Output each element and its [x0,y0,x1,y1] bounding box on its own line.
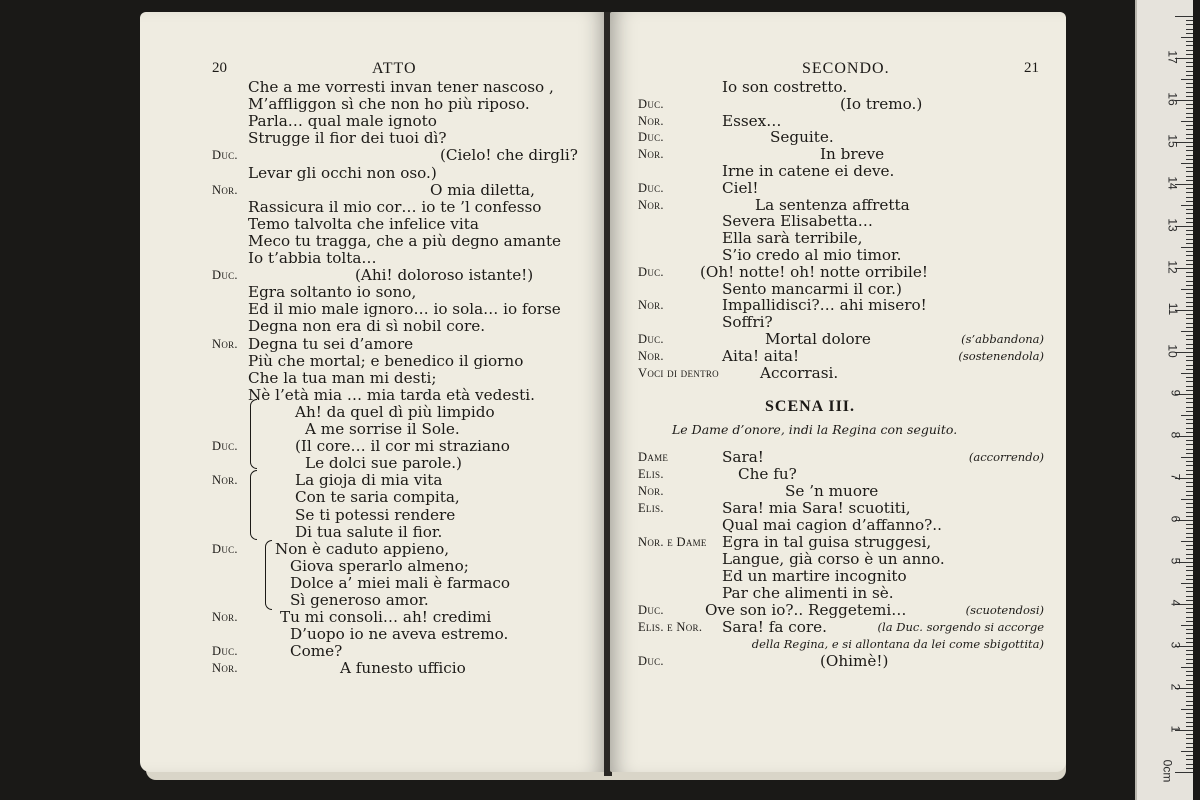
ruler-tick [1186,222,1193,223]
verse-line: O mia diletta, [430,180,535,199]
verse-line: Strugge il fior dei tuoi dì? [248,129,447,148]
ruler-number: 5 [1168,557,1183,565]
ruler-tick [1181,499,1193,500]
ruler-tick [1186,738,1193,739]
ruler-tick [1186,650,1193,651]
ruler-tick [1186,743,1193,744]
speaker-label: Duc. [638,96,664,111]
ruler-tick [1186,768,1193,769]
verse-line: Levar gli occhi non oso.) [248,163,437,182]
ruler-tick [1186,701,1193,702]
ruler-tick [1186,579,1193,580]
verse-line: Sara! [722,448,764,466]
ruler-tick [1186,71,1193,72]
speaker-label: Duc. [212,644,238,659]
ruler-tick [1186,150,1193,151]
ruler-tick [1186,360,1193,361]
ruler-tick [1186,180,1193,181]
ruler-tick [1186,192,1193,193]
ruler-number: 17 [1165,50,1180,64]
ruler-tick [1186,554,1193,555]
ruler-tick [1186,117,1193,118]
ruler-tick [1175,16,1193,17]
ruler-tick [1186,671,1193,672]
ruler-tick [1186,339,1193,340]
ruler-tick [1186,369,1193,370]
speaker-label: Nor. [638,147,664,162]
ruler-tick [1181,667,1193,668]
verse-line: Sara! mia Sara! scuotiti, [722,499,911,517]
verse-line: Come? [290,642,343,661]
ruler-tick [1186,234,1193,235]
ruler-tick [1186,365,1193,366]
verse-line: Severa Elisabetta… [722,212,873,231]
ruler-tick [1181,121,1193,122]
ruler-tick [1186,134,1193,135]
left-page [140,12,606,772]
ruler-tick [1186,29,1193,30]
ruler-tick [1186,356,1193,357]
ruler-tick [1186,600,1193,601]
ruler-tick [1186,642,1193,643]
speaker-label: Voci di dentro [638,365,719,380]
ruler-tick [1186,755,1193,756]
stage-direction: (la Duc. sorgendo si accorge [877,620,1044,634]
ruler-tick [1186,45,1193,46]
verse-line: Ella sarà terribile, [722,229,863,248]
ruler-tick [1186,486,1193,487]
verse-line: Sì generoso amor. [290,591,429,609]
verse-line: Ove son io?.. Reggetemi… [705,601,907,619]
ruler-tick [1186,402,1193,403]
verse-line: Che la tua man mi desti; [248,368,437,387]
ruler-tick [1181,331,1193,332]
verse-line: Giova sperarlo almeno; [290,556,469,575]
ruler-tick [1186,398,1193,399]
verse-line: Egra in tal guisa struggesi, [722,533,932,551]
ruler-tick [1186,608,1193,609]
ruler-tick [1186,54,1193,55]
ruler-tick [1175,772,1193,773]
ruler-tick [1186,503,1193,504]
ruler-tick [1186,423,1193,424]
verse-line: Nè l’età mia … mia tarda età vedesti. [248,385,535,404]
ruler-number: 2 [1168,683,1183,691]
speaker-label: Duc. [638,603,664,617]
speaker-label: Nor. [638,484,664,498]
ruler-number: 7 [1168,473,1183,481]
verse-line: Io son costretto. [722,78,848,96]
ruler-tick [1186,146,1193,147]
verse-line: Mortal dolore [765,330,871,348]
ruler-number: 16 [1165,92,1180,106]
verse-line: Che a me vorresti invan tener nascoso , [248,78,554,96]
speaker-label: Duc. [638,332,664,346]
ruler-tick [1181,289,1193,290]
ruler-tick [1186,188,1193,189]
verse-line: Temo talvolta che infelice vita [248,214,479,233]
ruler-tick [1186,125,1193,126]
ruler-tick [1186,129,1193,130]
ruler-tick [1186,113,1193,114]
ruler-tick [1186,659,1193,660]
ruler-tick [1186,537,1193,538]
verse-line: Par che alimenti in sè. [722,584,894,602]
measuring-ruler [1135,0,1193,800]
ruler-tick [1186,386,1193,387]
brace-left-2 [250,470,257,540]
verse-line: Degna tu sei d’amore [248,334,414,353]
ruler-tick [1186,654,1193,655]
right-page [610,12,1066,772]
ruler-tick [1186,92,1193,93]
ruler-tick [1186,638,1193,639]
ruler-number: 8 [1168,431,1183,439]
ruler-tick [1186,297,1193,298]
ruler-tick [1186,213,1193,214]
ruler-number: 1 [1168,725,1183,733]
ruler-tick [1186,512,1193,513]
ruler-tick [1186,764,1193,765]
speaker-label: Nor. e Dame [638,535,707,549]
verse-line: (Cielo! che dirgli? [440,146,578,165]
ruler-tick [1186,675,1193,676]
verse-line: Rassicura il mio cor… io te ’l confesso [248,197,542,216]
speaker-label: Duc. [638,130,664,145]
ruler-tick [1181,205,1193,206]
speaker-label: Nor. [212,661,238,676]
ruler-tick [1186,444,1193,445]
ruler-tick [1186,327,1193,328]
page-number-left: 20 [212,60,227,76]
ruler-tick [1186,516,1193,517]
ruler-tick [1186,96,1193,97]
speaker-label: Nor. [212,610,238,625]
ruler-tick [1186,155,1193,156]
ruler-tick [1186,108,1193,109]
ruler-tick [1186,348,1193,349]
verse-line: D’uopo io ne aveva estremo. [290,625,509,644]
verse-line: Con te saria compita, [295,488,460,507]
verse-line: Ed un martire incognito [722,567,907,585]
ruler-tick [1186,24,1193,25]
ruler-tick [1186,684,1193,685]
ruler-tick [1186,680,1193,681]
ruler-number: 14 [1165,176,1180,190]
ruler-tick [1186,87,1193,88]
ruler-tick [1186,41,1193,42]
scene-description: Le Dame d’onore, indi la Regina con seguito. [672,422,958,437]
ruler-tick [1186,138,1193,139]
verse-line: Soffri? [722,313,773,332]
ruler-tick [1186,167,1193,168]
ruler-tick [1186,545,1193,546]
verse-line: Parla… qual male ignoto [248,112,437,131]
ruler-tick [1186,705,1193,706]
ruler-tick [1186,465,1193,466]
ruler-tick [1186,596,1193,597]
ruler-tick [1186,428,1193,429]
ruler-number: 4 [1168,599,1183,607]
ruler-number: 0cm [1160,759,1175,783]
speaker-label: Duc. [212,541,238,556]
verse-line: (Oh! notte! oh! notte orribile! [700,262,928,281]
verse-line: A me sorrise il Sole. [305,420,460,438]
scene-title: SCENA III. [765,398,856,415]
verse-line: Io t’abbia tolta… [248,249,377,267]
speaker-label: Nor. [212,473,238,488]
ruler-tick [1186,323,1193,324]
ruler-tick [1186,453,1193,454]
ruler-tick [1186,176,1193,177]
speaker-label: Duc. [638,264,664,279]
speaker-label: Duc. [212,439,238,454]
ruler-number: 15 [1165,134,1180,148]
verse-line: In breve [820,145,885,164]
stage-direction: (sostenendola) [958,348,1044,363]
ruler-tick [1181,79,1193,80]
ruler-number: 9 [1168,389,1183,397]
ruler-tick [1181,751,1193,752]
ruler-tick [1186,528,1193,529]
ruler-tick [1186,629,1193,630]
ruler-tick [1186,533,1193,534]
ruler-tick [1186,692,1193,693]
ruler-tick [1186,617,1193,618]
ruler-tick [1181,415,1193,416]
ruler-tick [1186,264,1193,265]
verse-line: Sento mancarmi il cor.) [722,279,902,298]
ruler-number: 12 [1165,260,1180,274]
verse-line: Langue, già corso è un anno. [722,550,945,568]
ruler-tick [1186,461,1193,462]
speaker-label: Nor. [212,336,238,351]
verse-line: Se ’n muore [785,482,879,500]
ruler-tick [1186,285,1193,286]
ruler-tick [1186,524,1193,525]
ruler-tick [1186,482,1193,483]
page-number-right: 21 [1024,60,1039,76]
ruler-tick [1181,541,1193,542]
ruler-tick [1186,50,1193,51]
ruler-tick [1186,335,1193,336]
ruler-tick [1186,75,1193,76]
verse-line: Non è caduto appieno, [275,539,450,558]
speaker-label: Duc. [638,180,664,195]
verse-line: Degna non era di sì nobil core. [248,317,486,336]
verse-line: A funesto ufficio [340,659,466,678]
ruler-tick [1181,37,1193,38]
ruler-tick [1186,306,1193,307]
ruler-tick [1186,722,1193,723]
verse-line: Seguite. [770,128,834,147]
ruler-tick [1186,381,1193,382]
ruler-tick [1186,411,1193,412]
ruler-tick [1181,625,1193,626]
verse-line: Le dolci sue parole.) [305,454,462,473]
ruler-tick [1186,591,1193,592]
ruler-tick [1186,302,1193,303]
verse-line: M’affliggon sì che non ho più riposo. [248,95,530,114]
ruler-tick [1186,419,1193,420]
ruler-number: 10 [1165,344,1180,358]
ruler-tick [1186,197,1193,198]
verse-line: Ah! da quel dì più limpido [295,402,495,421]
speaker-label: Nor. [638,197,664,212]
running-head-right: SECONDO. [802,60,890,77]
ruler-tick [1181,583,1193,584]
ruler-tick [1186,717,1193,718]
running-head-left: ATTO [372,60,417,77]
ruler-tick [1186,276,1193,277]
ruler-tick [1186,759,1193,760]
verse-line: S’io credo al mio timor. [722,246,902,264]
ruler-tick [1181,457,1193,458]
ruler-tick [1186,218,1193,219]
ruler-tick [1186,696,1193,697]
ruler-tick [1186,260,1193,261]
ruler-tick [1186,747,1193,748]
ruler-tick [1186,239,1193,240]
speaker-label: Elis. e Nor. [638,620,703,634]
verse-line: Dolce a’ miei mali è farmaco [290,573,510,592]
ruler-tick [1186,549,1193,550]
ruler-tick [1186,621,1193,622]
ruler-tick [1186,104,1193,105]
ruler-tick [1186,83,1193,84]
verse-line: (Io tremo.) [840,94,923,113]
ruler-number: 13 [1165,218,1180,232]
ruler-tick [1186,318,1193,319]
verse-line: Ed il mio male ignoro… io sola… io forse [248,300,561,319]
ruler-tick [1186,33,1193,34]
ruler-tick [1186,566,1193,567]
ruler-number: 3 [1168,641,1183,649]
ruler-tick [1186,251,1193,252]
ruler-tick [1186,440,1193,441]
ruler-tick [1186,495,1193,496]
stage-direction: (s’abbandona) [961,332,1044,346]
speaker-label: Nor. [212,182,238,197]
ruler-tick [1181,163,1193,164]
verse-line: Essex… [722,111,782,130]
ruler-tick [1186,314,1193,315]
verse-line: Meco tu tragga, che a più degno amante [248,231,562,250]
ruler-tick [1181,709,1193,710]
verse-line: La sentenza affretta [755,195,910,214]
ruler-tick [1186,272,1193,273]
ruler-tick [1186,20,1193,21]
ruler-tick [1186,570,1193,571]
ruler-tick [1186,230,1193,231]
ruler-tick [1186,474,1193,475]
verse-line: Accorrasi. [760,363,839,382]
ruler-tick [1186,587,1193,588]
ruler-tick [1186,507,1193,508]
ruler-tick [1186,734,1193,735]
verse-line: Egra soltanto io sono, [248,283,417,302]
ruler-tick [1186,491,1193,492]
speaker-label: Dame [638,450,669,464]
ruler-tick [1186,62,1193,63]
verse-line: (Ahi! doloroso istante!) [355,266,534,285]
speaker-label: Elis. [638,467,664,481]
verse-line: Di tua salute il fior. [295,522,443,541]
ruler-tick [1186,558,1193,559]
stage-direction: della Regina, e si allontana da lei come sbigottita) [751,637,1044,651]
ruler-tick [1186,255,1193,256]
ruler-tick [1186,209,1193,210]
ruler-tick [1186,575,1193,576]
speaker-label: Duc. [638,654,664,668]
verse-line: Più che mortal; e benedico il giorno [248,351,524,370]
ruler-tick [1186,377,1193,378]
verse-line: (Il core… il cor mi straziano [295,437,510,456]
verse-line: Ciel! [722,178,759,197]
brace-left-1 [250,399,257,469]
speaker-label: Nor. [638,113,664,128]
ruler-tick [1186,726,1193,727]
ruler-tick [1186,470,1193,471]
ruler-tick [1186,344,1193,345]
verse-line: La gioja di mia vita [295,471,443,490]
open-book [138,12,1078,780]
ruler-tick [1186,449,1193,450]
verse-line: Sara! fa core. [722,618,827,636]
ruler-number: 11 [1165,302,1180,316]
verse-line: Se ti potessi rendere [295,505,456,524]
ruler-tick [1186,66,1193,67]
ruler-tick [1186,243,1193,244]
speaker-label: Elis. [638,501,664,515]
ruler-number: 6 [1168,515,1183,523]
speaker-label: Nor. [638,348,664,363]
ruler-tick [1186,633,1193,634]
verse-line: Irne in catene ei deve. [722,162,895,180]
ruler-tick [1186,293,1193,294]
ruler-tick [1186,713,1193,714]
ruler-tick [1186,663,1193,664]
ruler-tick [1181,373,1193,374]
verse-line: Aita! aita! [722,346,800,365]
verse-line: Tu mi consoli… ah! credimi [280,608,492,627]
speaker-label: Duc. [212,268,238,283]
speaker-label: Nor. [638,298,664,313]
verse-line: (Ohimè!) [820,652,889,670]
ruler-tick [1186,390,1193,391]
brace-left-3 [265,540,272,610]
speaker-label: Duc. [212,148,238,163]
verse-line: Qual mai cagion d’affanno?.. [722,516,942,534]
stage-direction: (accorrendo) [968,450,1044,464]
verse-line: Impallidisci?… ahi misero! [722,296,927,315]
stage-direction: (scuotendosi) [965,603,1044,617]
ruler-tick [1186,159,1193,160]
ruler-tick [1186,171,1193,172]
verse-line: Che fu? [738,465,797,483]
ruler-tick [1186,407,1193,408]
ruler-tick [1186,201,1193,202]
ruler-tick [1186,281,1193,282]
ruler-tick [1181,247,1193,248]
ruler-tick [1186,432,1193,433]
ruler-tick [1186,612,1193,613]
